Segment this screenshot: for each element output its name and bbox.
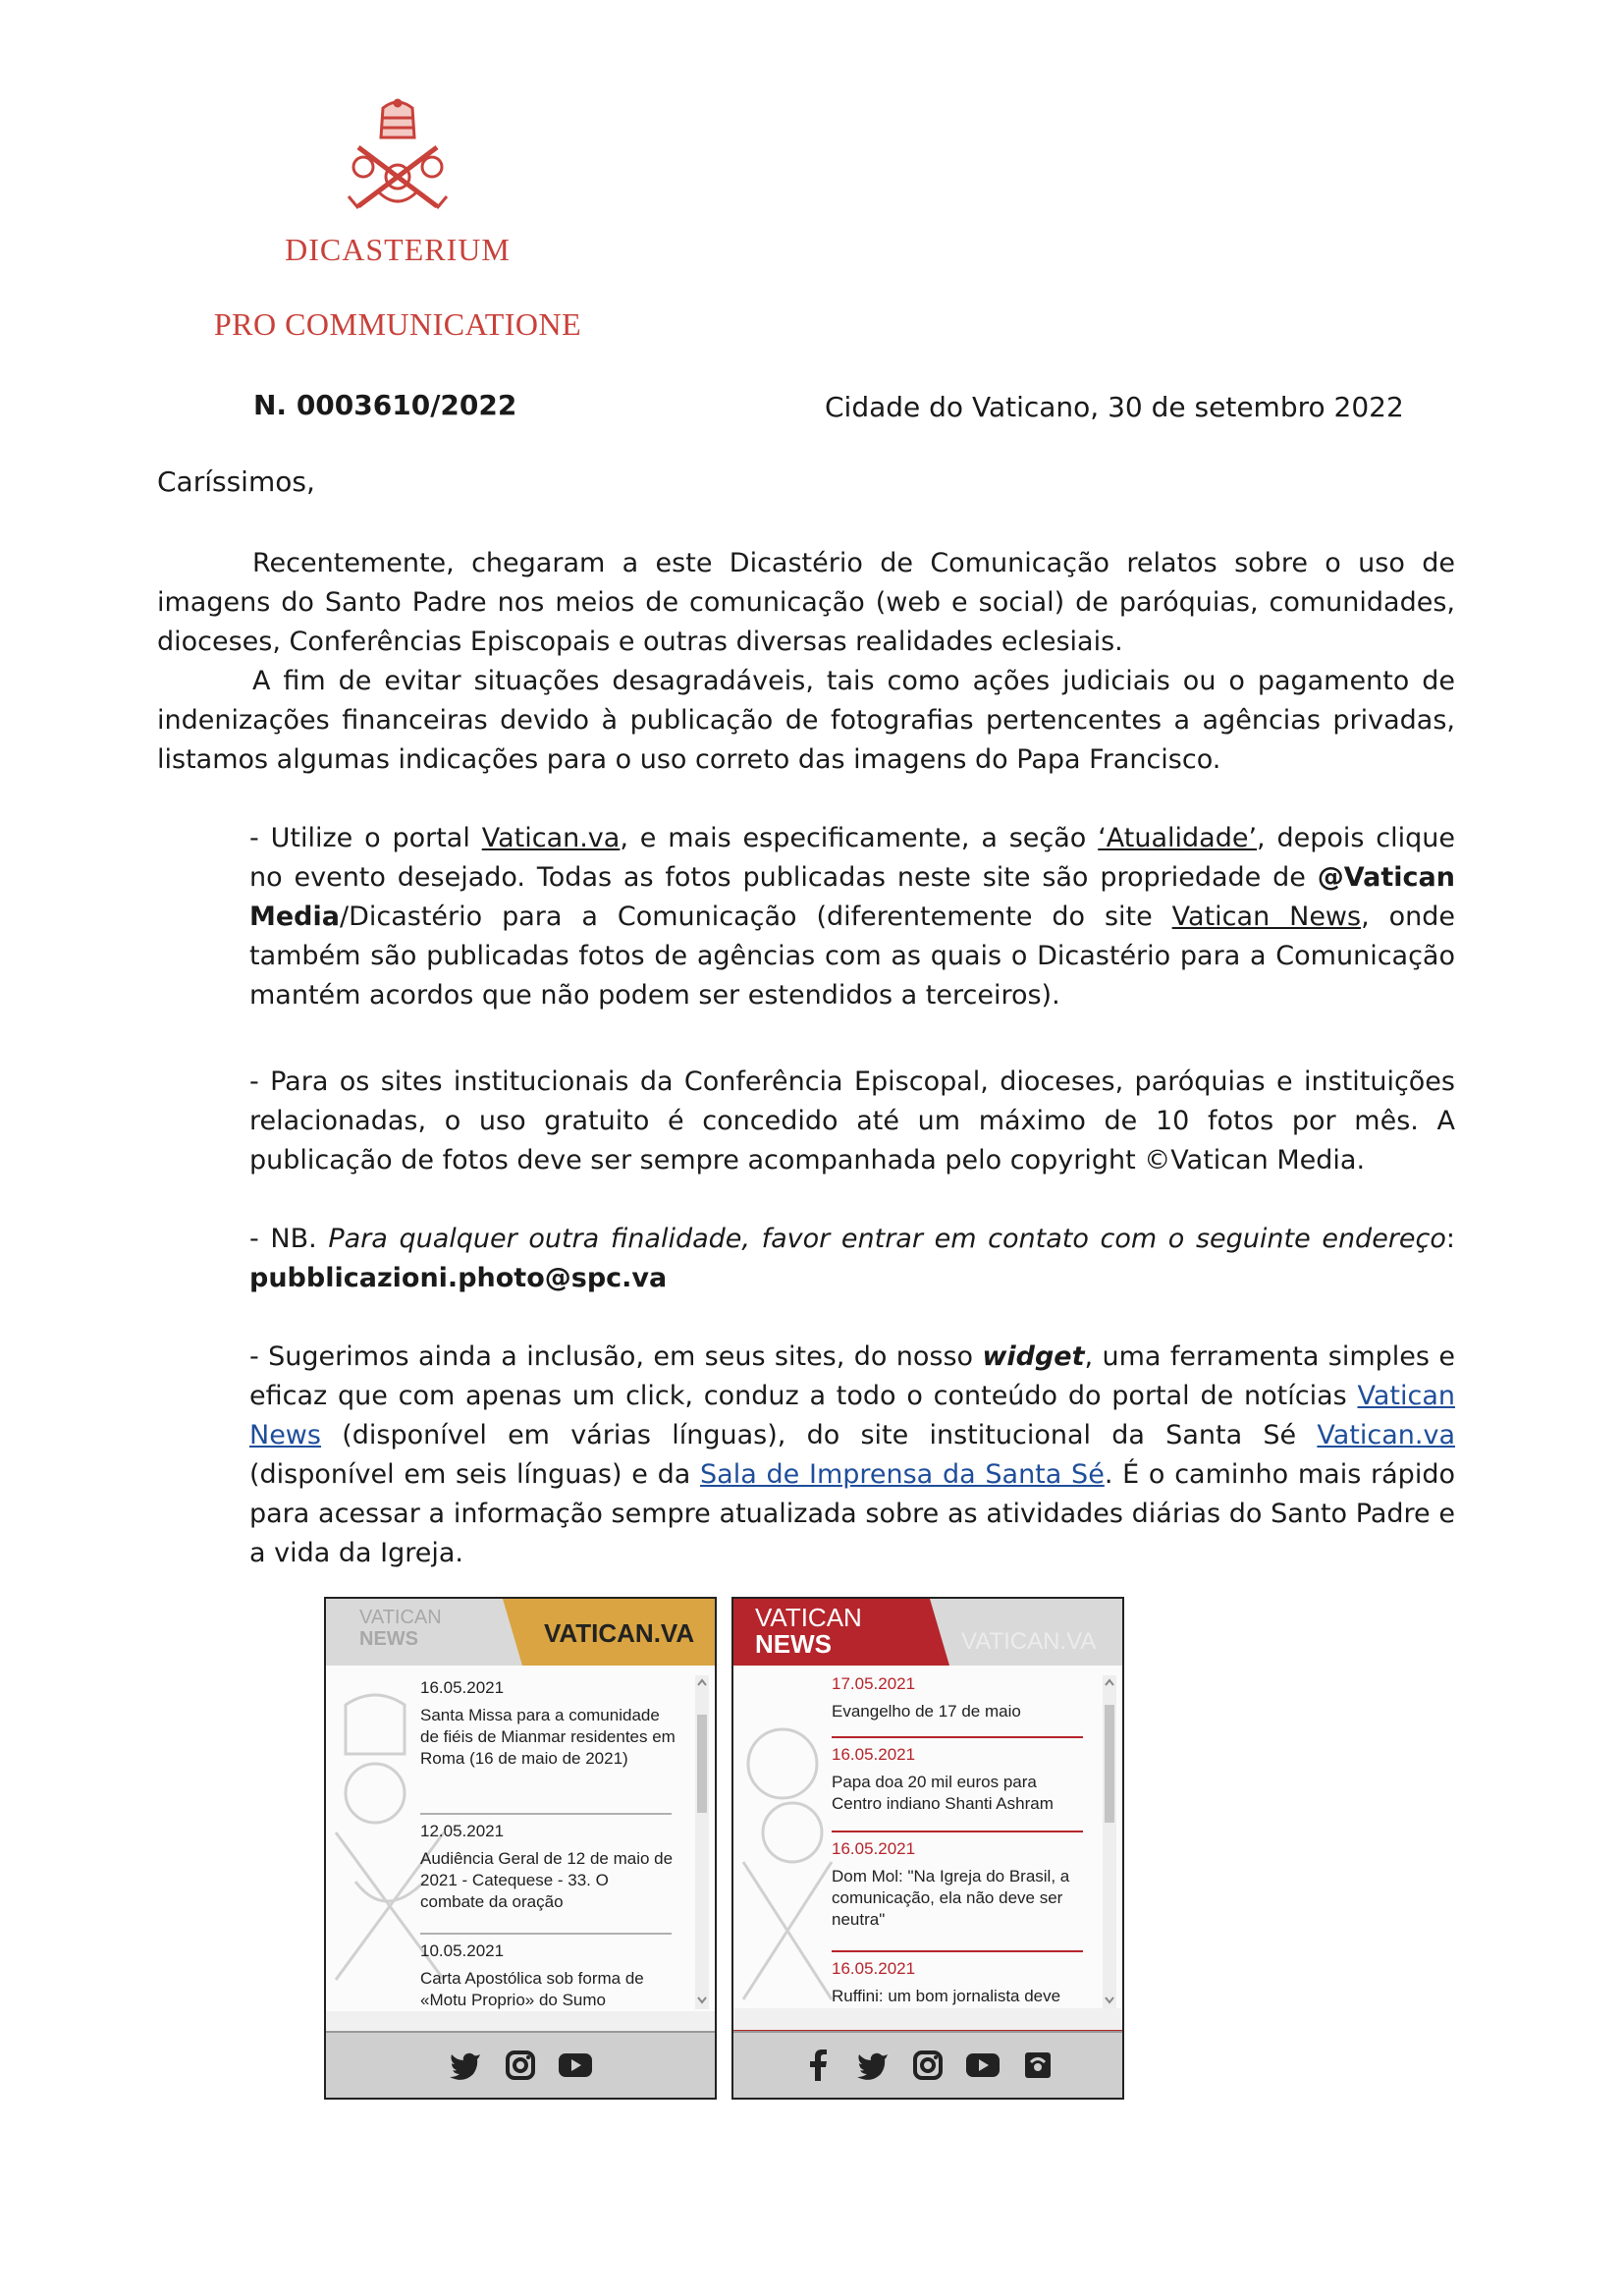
- youtube-icon[interactable]: [558, 2048, 593, 2083]
- vertical-scrollbar[interactable]: [695, 1675, 709, 2009]
- link-vatican-va-2[interactable]: Vatican.va: [1317, 1420, 1455, 1450]
- bullet-2: - Para os sites institucionais da Conferência Episcopal, dioceses, paróquias e instituições relacionadas, o uso gratuito é concedido até um máximo de 10 fotos por mês. A publicação de fotos deve ser sempre acompanhada pelo copyright ©Vatican Media.: [249, 1066, 1455, 1175]
- org-name-line2: PRO COMMUNICATIONE: [213, 306, 582, 342]
- paragraph-2: A fim de evitar situações desagradáveis, tais como ações judiciais ou o pagamento de indenizações financeiras devido à publicação de fotografias pertencentes a agências privadas, listamos algumas indicações para o uso correto das imagens do Papa Francisco.: [157, 666, 1455, 775]
- list-item[interactable]: 16.05.2021 Papa doa 20 mil euros para Centro indiano Shanti Ashram: [832, 1745, 1054, 1813]
- contact-email: pubblicazioni.photo@spc.va: [249, 1263, 668, 1293]
- widget-header: [733, 1599, 1122, 1666]
- widget-news-list: [733, 1666, 1122, 2027]
- place-date: Cidade do Vaticano, 30 de setembro 2022: [825, 391, 1404, 423]
- separator: [832, 1950, 1083, 1952]
- facebook-icon[interactable]: [800, 2048, 836, 2083]
- org-name-line1: DICASTERIUM: [285, 232, 511, 267]
- instagram-icon[interactable]: [503, 2048, 538, 2083]
- link-vatican-news-2[interactable]: Vatican News: [249, 1381, 1455, 1450]
- bullet-1: - Utilize o portal Vatican.va, e mais especificamente, a seção ‘Atualidade’, depois clique no evento desejado. Todas as fotos publicadas neste site são propriedade de @Vatican Media/Dicastério para a Comunicação (diferentemente do site Vatican News, onde também são publicadas fotos de agências com as quais o Dicastério para a Comunicação mantém acordos que não podem ser estendidos a terceiros).: [249, 823, 1456, 1011]
- podcast-icon[interactable]: [1020, 2048, 1055, 2083]
- widget-news-list: [326, 1666, 715, 2027]
- twitter-icon[interactable]: [448, 2048, 483, 2083]
- papal-emblem-icon: [324, 98, 471, 221]
- vatican-media-bold: @Vatican Media: [249, 862, 1455, 932]
- bullet-3: - NB. Para qualquer outra finalidade, favor entrar em contato com o seguinte endereço: pubblicazioni.photo@spc.va: [249, 1224, 1455, 1293]
- list-item[interactable]: 16.05.2021 Ruffini: um bom jornalista deve: [832, 1959, 1061, 2005]
- social-bar: [733, 2031, 1122, 2098]
- reference-number: N. 0003610/2022: [253, 389, 517, 421]
- link-sala-imprensa[interactable]: Sala de Imprensa da Santa Sé: [700, 1459, 1105, 1490]
- list-item[interactable]: 16.05.2021 Dom Mol: "Na Igreja do Brasil, a comunicação, ela não deve ser neutra": [832, 1839, 1070, 1929]
- paragraph-1: Recentemente, chegaram a este Dicastério de Comunicação relatos sobre o uso de imagens do Santo Padre nos meios de comunicação (web e social) de paróquias, comunidades, dioceses, Conferências Episcopais e outras diversas realidades eclesiais.: [157, 548, 1455, 657]
- separator: [832, 1831, 1083, 1832]
- widget-header: [326, 1599, 715, 1666]
- keys-illustration-icon: [733, 1685, 841, 2019]
- list-item[interactable]: 10.05.2021 Carta Apostólica sob forma de «Motu Proprio» do Sumo: [420, 1941, 644, 2009]
- tab-vatican-news-inactive[interactable]: VATICAN NEWS: [359, 1607, 442, 1650]
- list-item[interactable]: 17.05.2021 Evangelho de 17 de maio: [832, 1674, 1021, 1721]
- separator: [420, 1933, 672, 1935]
- widget-vatican-va: [324, 1597, 717, 2100]
- link-vatican-news[interactable]: Vatican News: [1171, 902, 1362, 932]
- separator: [420, 1813, 672, 1815]
- separator: [832, 1736, 1083, 1738]
- tab-vatican-news-active[interactable]: VATICAN NEWS: [755, 1603, 862, 1659]
- link-vatican-va[interactable]: Vatican.va: [481, 823, 621, 853]
- youtube-icon[interactable]: [965, 2048, 1001, 2083]
- twitter-icon[interactable]: [855, 2048, 891, 2083]
- horizontal-scrollbar[interactable]: [733, 2008, 1122, 2033]
- widget-vatican-news: [731, 1597, 1124, 2100]
- instagram-icon[interactable]: [910, 2048, 946, 2083]
- greeting: Caríssimos,: [157, 465, 315, 498]
- tab-vatican-va-active[interactable]: VATICAN.VA: [544, 1618, 695, 1648]
- social-bar: [326, 2031, 715, 2098]
- link-atualidade[interactable]: ‘Atualidade’: [1098, 823, 1258, 853]
- vertical-scrollbar[interactable]: [1103, 1675, 1116, 2009]
- list-item[interactable]: 16.05.2021 Santa Missa para a comunidade de fiéis de Mianmar residentes em Roma (16 de maio de 2021): [420, 1678, 676, 1768]
- horizontal-scrollbar[interactable]: [326, 2011, 715, 2033]
- tab-vatican-va-inactive[interactable]: VATICAN.VA: [961, 1628, 1097, 1655]
- list-item[interactable]: 12.05.2021 Audiência Geral de 12 de maio de 2021 - Catequese - 33. O combate da oração: [420, 1822, 674, 1911]
- bullet-4: - Sugerimos ainda a inclusão, em seus sites, do nosso widget, uma ferramenta simples e eficaz que com apenas um click, conduz a todo o conteúdo do portal de notícias Vatican News (disponível em várias línguas), do site institucional da Santa Sé Vatican.va (disponível em seis línguas) e da Sala de Imprensa da Santa Sé. É o caminho mais rápido para acessar a informação sempre atualizada sobre as atividades diárias do Santo Padre e a vida da Igreja.: [249, 1341, 1455, 1568]
